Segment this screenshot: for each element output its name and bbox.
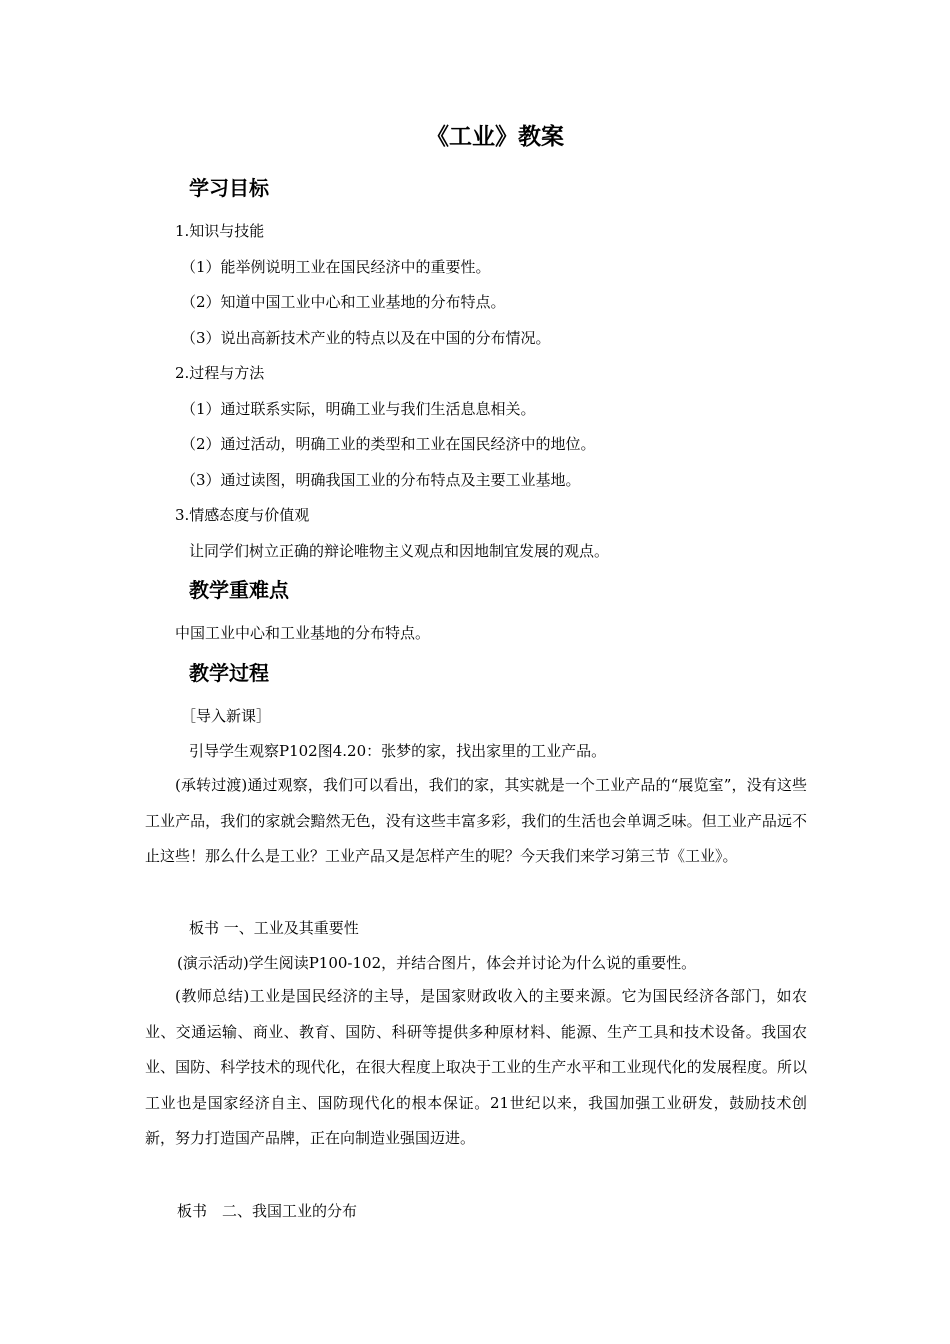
section-heading-key-points: 教学重难点 (189, 578, 289, 602)
section-heading-process: 教学过程 (189, 661, 269, 685)
activity-text: (演示活动)学生阅读P100-102，并结合图片，体会并讨论为什么说的重要性。 (177, 954, 697, 972)
objective-category-attitude: 3.情感态度与价值观 (175, 506, 310, 524)
key-points-text: 中国工业中心和工业基地的分布特点。 (175, 624, 431, 642)
objective-category-knowledge: 1.知识与技能 (175, 222, 265, 240)
summary-paragraph: (教师总结)工业是国民经济的主导，是国家财政收入的主要来源。它为国民经济各部门，如农业、交通运输、商业、教育、国防、科研等提供多种原材料、能源、生产工具和技术设备。我国农业、国防、科学技术的现代化，在很大程度上取决于工业的生产水平和工业现代化的发展程度。所以工业也是国家经济自主、国防现代化的根本保证。21世纪以来，我国加强工业研发，鼓励技术创新，努力打造国产品牌，正在向制造业强国迈进。 (145, 987, 807, 1147)
objective-item: （1）通过联系实际，明确工业与我们生活息息相关。 (181, 400, 536, 418)
transition-paragraph: (承转过渡)通过观察，我们可以看出，我们的家，其实就是一个工业产品的“展览室”，没有这些工业产品，我们的家就会黯然无色，没有这些丰富多彩，我们的生活也会单调乏味。但工业产品远不止这些！那么什么是工业？工业产品又是怎样产生的呢？今天我们来学习第三节《工业》。 (145, 776, 807, 865)
document-title: 《工业》教案 (426, 124, 564, 150)
intro-text: 引导学生观察P102图4.20：张梦的家，找出家里的工业产品。 (189, 742, 607, 760)
intro-label: ［导入新课］ (181, 707, 272, 725)
section-heading-objectives: 学习目标 (189, 176, 269, 200)
objective-item: （2）通过活动，明确工业的类型和工业在国民经济中的地位。 (181, 435, 596, 453)
objective-category-process: 2.过程与方法 (175, 364, 265, 382)
objective-item: 让同学们树立正确的辩论唯物主义观点和因地制宜发展的观点。 (189, 542, 610, 560)
objective-item: （3）通过读图，明确我国工业的分布特点及主要工业基地。 (181, 471, 581, 489)
board-heading-2: 板书 二、我国工业的分布 (177, 1202, 358, 1220)
objective-item: （3）说出高新技术产业的特点以及在中国的分布情况。 (181, 329, 551, 347)
objective-item: （1）能举例说明工业在国民经济中的重要性。 (181, 258, 491, 276)
board-heading-1: 板书 一、工业及其重要性 (189, 919, 359, 937)
objective-item: （2）知道中国工业中心和工业基地的分布特点。 (181, 293, 506, 311)
